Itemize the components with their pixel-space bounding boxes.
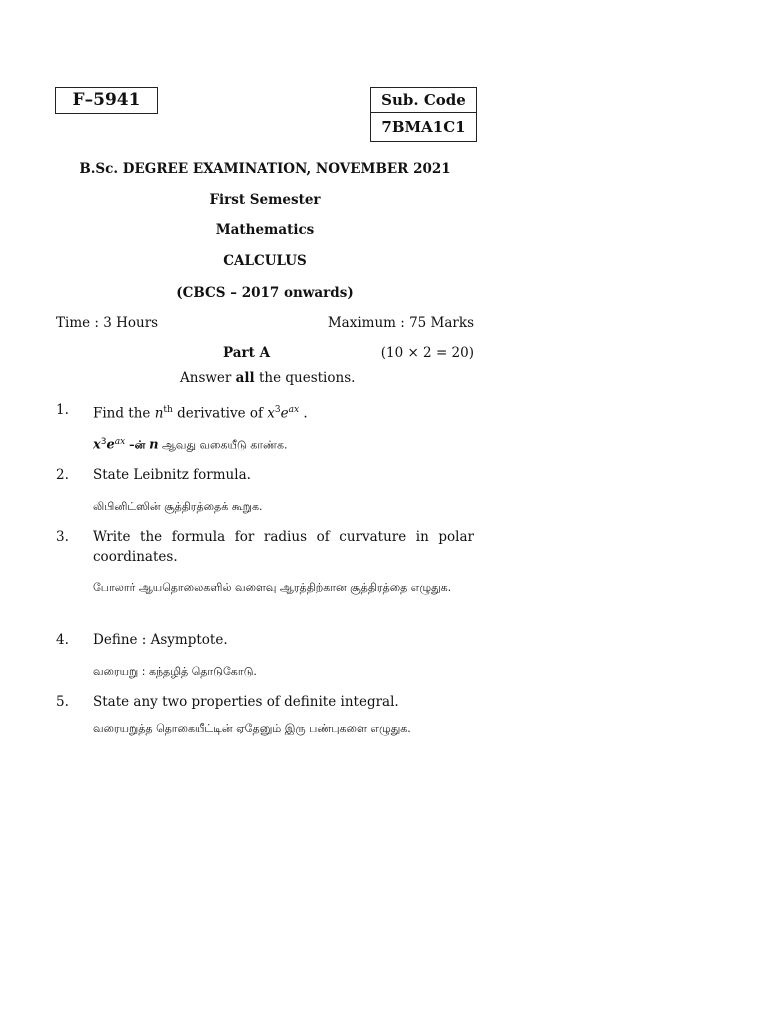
sub-code-table <box>370 87 477 142</box>
question-text: Define : Asymptote. <box>93 632 228 648</box>
scheme: (CBCS – 2017 onwards) <box>176 285 354 301</box>
semester: First Semester <box>209 192 321 208</box>
question-number: 5. <box>56 694 69 710</box>
sub-code-value: 7BMA1C1 <box>371 112 476 141</box>
question-text: Write the formula for radius of curvature in polar coordinates. <box>93 529 474 565</box>
paper-title: CALCULUS <box>223 253 307 269</box>
question-text: State any two properties of definite integral. <box>93 694 399 710</box>
paper-code: F–5941 <box>55 87 158 114</box>
question-text: Find the $n^{th}$ derivative of $x^3e^{ax}$ . <box>93 405 308 422</box>
part-title: Part A <box>223 345 271 361</box>
question-tamil: $x^3e^{ax}$ –ன் n ஆவது வகையீடு காண்க. <box>93 437 288 453</box>
question-number: 4. <box>56 632 69 648</box>
question-tamil: போலார் ஆயதொலைகளில் வளைவு ஆரத்திற்கான சூத்திரத்தை எழுதுக. <box>93 581 452 594</box>
question-tamil: வரையறுத்த தொகையீட்டின் ஏதேனும் இரு பண்புகளை எழுதுக. <box>93 722 411 735</box>
subject: Mathematics <box>215 222 315 238</box>
part-marks: (10 × 2 = 20) <box>380 345 474 361</box>
question-number: 3. <box>56 529 69 545</box>
question-number: 1. <box>56 402 69 418</box>
instruction: Answer all the questions. <box>180 370 356 386</box>
question-tamil: வரையறு : கந்தழித் தொடுகோடு. <box>93 665 257 678</box>
sub-code-label: Sub. Code <box>381 91 466 109</box>
max-marks: Maximum : 75 Marks <box>327 315 474 331</box>
question-text: State Leibnitz formula. <box>93 467 251 483</box>
question-tamil: லிபினிட்ஸின் சூத்திரத்தைக் கூறுக. <box>93 500 263 513</box>
time-allowed: Time : 3 Hours <box>56 315 159 331</box>
exam-title: B.Sc. DEGREE EXAMINATION, NOVEMBER 2021 <box>79 161 451 177</box>
question-number: 2. <box>56 467 69 483</box>
